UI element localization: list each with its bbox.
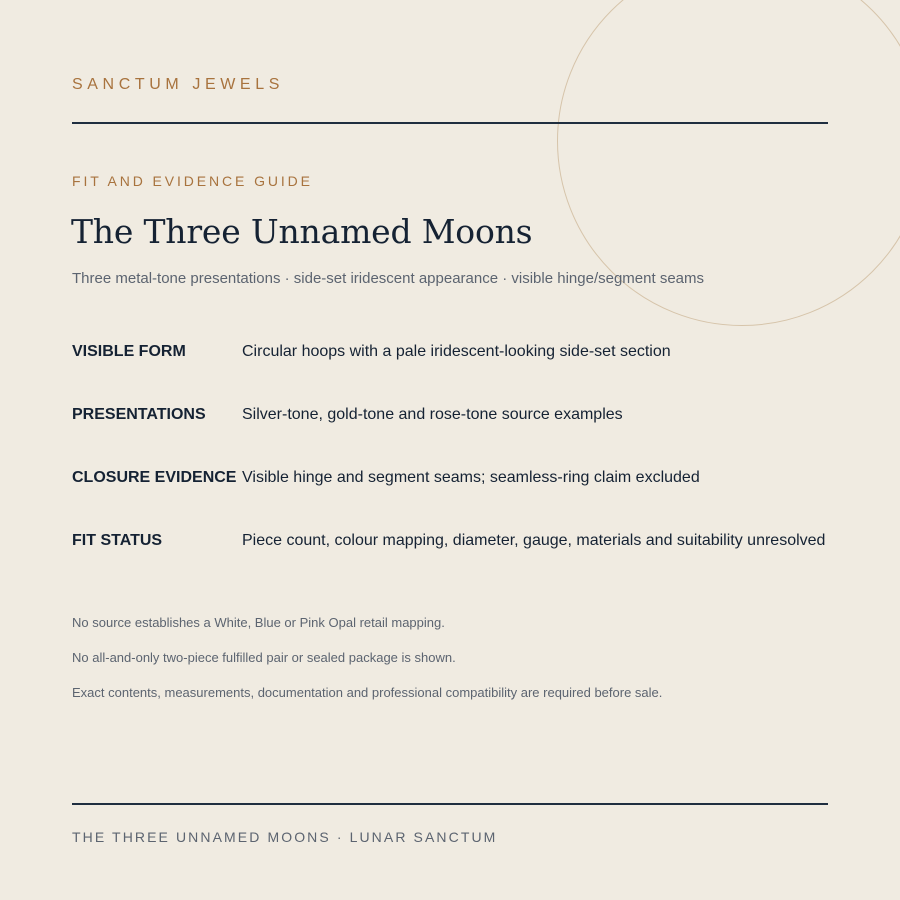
page-subtitle: Three metal-tone presentations · side-set iridescent appearance · visible hinge/segment seams bbox=[72, 270, 704, 287]
spec-value: Silver-tone, gold-tone and rose-tone source examples bbox=[242, 406, 623, 423]
spec-label: FIT STATUS bbox=[72, 532, 163, 549]
spec-value: Piece count, colour mapping, diameter, gauge, materials and suitability unresolved bbox=[242, 532, 826, 549]
note-package: No all-and-only two-piece fulfilled pair or sealed package is shown. bbox=[72, 650, 456, 665]
spec-label: VISIBLE FORM bbox=[72, 343, 186, 360]
brand-name: SANCTUM JEWELS bbox=[72, 76, 284, 93]
spec-value: Circular hoops with a pale iridescent-looking side-set section bbox=[242, 343, 671, 360]
note-retail-mapping: No source establishes a White, Blue or Pink Opal retail mapping. bbox=[72, 615, 445, 630]
bottom-divider bbox=[72, 803, 828, 805]
spec-value: Visible hinge and segment seams; seamless-ring claim excluded bbox=[242, 469, 700, 486]
page-title: The Three Unnamed Moons bbox=[71, 212, 533, 251]
eyebrow-label: FIT AND EVIDENCE GUIDE bbox=[72, 173, 313, 189]
spec-label: CLOSURE EVIDENCE bbox=[72, 469, 237, 486]
note-requirements: Exact contents, measurements, documentation and professional compatibility are required before sale. bbox=[72, 685, 663, 700]
footer-text: THE THREE UNNAMED MOONS · LUNAR SANCTUM bbox=[72, 829, 498, 845]
spec-label: PRESENTATIONS bbox=[72, 406, 206, 423]
top-divider bbox=[72, 122, 828, 124]
